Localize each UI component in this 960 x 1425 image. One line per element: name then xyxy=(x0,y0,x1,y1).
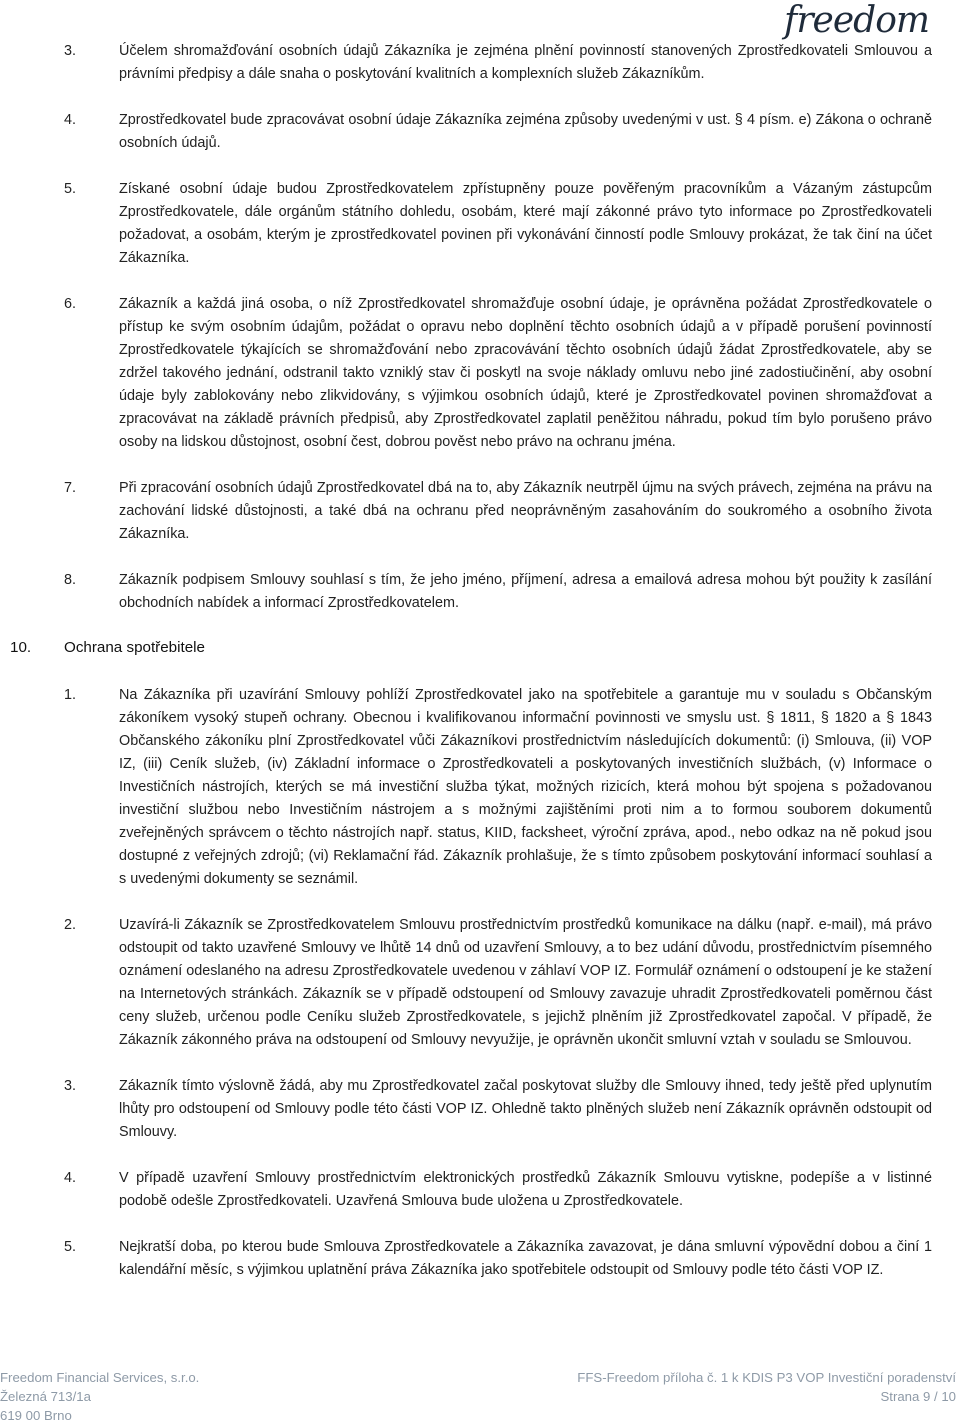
list-item xyxy=(0,109,960,155)
footer-address xyxy=(0,1368,199,1425)
list-item xyxy=(0,569,960,615)
item-text: Uzavírá-li Zákazník se Zprostředkovatelem Smlouvu prostřednictvím prostředků komunikace na dálku (např. e-mail), má právo odstoupit od takto uzavřené Smlouvy ve lhůtě 14 dnů od uzavření Smlouvy, a to bez udání důvodu, prostřednictvím písemného oznámení odeslaného na adresu Zprostředkovatele uvedenou v záhlaví VOP IZ. Formulář oznámení o odstoupení je ke stažení na Internetových stránkách. Zákazník se v případě odstoupení od Smlouvy zavazuje uhradit Zprostředkovateli poměrnou část ceny služeb, určenou podle Ceníku služeb Zprostředkovatele, s jejichž plněním již Zprostředkovatel započal. V případě, že Zákazník zákonného práva na odstoupení od Smlouvy nevyužije, je oprávněn ukončit smluvní vztah v souladu se Smlouvou. xyxy=(119,917,932,1048)
section-number: 10. xyxy=(10,639,32,656)
list-item xyxy=(0,1167,960,1213)
item-number: 5. xyxy=(64,181,77,197)
item-number: 6. xyxy=(64,296,77,312)
section-heading xyxy=(0,636,960,659)
item-text: Nejkratší doba, po kterou bude Smlouva Zprostředkovatele a Zákazníka zavazovat, je dána smluvní výpovědní dobou a činí 1 kalendářní měsíc, s výjimkou uplatnění práva Zákazníka jako spotřebitele odstoupit od Smlouvy podle této části VOP IZ. xyxy=(119,1239,932,1278)
item-number: 4. xyxy=(64,1170,77,1186)
list-item xyxy=(0,293,960,454)
item-text: V případě uzavření Smlouvy prostřednictvím elektronických prostředků Zákazník Smlouvu vytiskne, podepíše a v listinné podobě odešle Zprostředkovateli. Uzavřená Smlouva bude uložena u Zprostředkovatele. xyxy=(119,1170,932,1209)
item-number: 3. xyxy=(64,43,77,59)
item-number: 2. xyxy=(64,917,77,933)
page-number: Strana 9 / 10 xyxy=(880,1389,956,1404)
item-number: 4. xyxy=(64,112,77,128)
list-item xyxy=(0,477,960,546)
item-number: 8. xyxy=(64,572,77,588)
list-item xyxy=(0,1236,960,1282)
list-item xyxy=(0,178,960,270)
footer-company: Freedom Financial Services, s.r.o. xyxy=(0,1370,200,1385)
item-text: Zákazník a každá jiná osoba, o níž Zprostředkovatel shromažďuje osobní údaje, je oprávněna požádat Zprostředkovatele o přístup ke svým osobním údajům, požádat o opravu nebo doplnění těchto osobních údajů a v případě porušení povinností Zprostředkovatele týkajících se shromažďování nebo zpracovávání těchto osobních údajů žádat Zprostředkovatele, aby se zdržel takového jednání, odstranil takto vzniklý stav či poskytl na svoje náklady omluvu nebo jiné zadostiučinění, aby osobní údaje byly zablokovány nebo zlikvidovány, s výjimkou osobních údajů, které je Zprostředkovatel povinen shromažďovat a zpracovávat na základě právních předpisů, aby Zprostředkovatel zaplatil peněžitou náhradu, pokud tím bylo porušeno právo osoby na lidskou důstojnost, osobní čest, dobrou pověst nebo právo na ochranu jména. xyxy=(119,296,932,450)
item-text: Zákazník tímto výslovně žádá, aby mu Zprostředkovatel začal poskytovat služby dle Smlouvy ihned, tedy ještě před uplynutím lhůty pro odstoupení od Smlouvy podle této části VOP IZ. Ohledně takto plněných služeb není Zákazník oprávněn odstoupit od Smlouvy. xyxy=(119,1078,932,1140)
item-number: 5. xyxy=(64,1239,77,1255)
freedom-logo xyxy=(780,2,950,42)
item-text: Při zpracování osobních údajů Zprostředkovatel dbá na to, aby Zákazník neutrpěl újmu na svých právech, zejména na právu na zachování lidské důstojnosti, a také dbá na ochranu před neoprávněným zasahováním do soukromého a osobního života Zákazníka. xyxy=(119,480,932,542)
list-item xyxy=(0,914,960,1052)
footer-doc-ref: FFS-Freedom příloha č. 1 k KDIS P3 VOP Investiční poradenství xyxy=(577,1370,956,1385)
list-item xyxy=(0,1075,960,1144)
item-text: Účelem shromažďování osobních údajů Zákazníka je zejména plnění povinností stanovených Zprostředkovateli Smlouvou a právními předpisy a dále snaha o poskytování kvalitních a komplexních služeb Zákazníkům. xyxy=(119,43,932,82)
footer-street: Železná 713/1a xyxy=(0,1389,91,1404)
item-text: Na Zákazníka při uzavírání Smlouvy pohlíží Zprostředkovatel jako na spotřebitele a garantuje mu v souladu s Občanským zákoníkem vysoký stupeň ochrany. Obecnou i kvalifikovanou informační povinnosti ve smyslu ust. § 1811, § 1820 a § 1843 Občanského zákoníku plní Zprostředkovatel vůči Zákazníkovi prostřednictvím následujících dokumentů: (i) Smlouva, (ii) VOP IZ, (iii) Ceník služeb, (iv) Základní informace o Zprostředkovateli a poskytovaných investičních službách, (v) Informace o Investičních nástrojích, kterých se má investiční služba týkat, možných rizicích, která mohou být spojena s požadovanou investiční službou nebo Investičním nástrojem a s možnými zajištěními proti nim a to formou souborem dokumentů zveřejněných správcem o těchto nástrojích např. status, KIID, facksheet, výroční zpráva, apod., nebo odkaz na ně pokud jsou dostupné z veřejných zdrojů; (vi) Reklamační řád. Zákazník prohlašuje, že s tímto způsobem poskytování informací souhlasí a s uvedenými dokumenty se seznámil. xyxy=(119,687,932,887)
footer-city: 619 00 Brno xyxy=(0,1408,72,1423)
list-item xyxy=(0,40,960,86)
item-text: Získané osobní údaje budou Zprostředkovatelem zpřístupněny pouze pověřeným pracovníkům a Vázaným zástupcům Zprostředkovatele, dále orgánům státního dohledu, osobám, které mají zákonné právo tyto informace po Zprostředkovateli požadovat, a osobám, kterým je zprostředkovatel povinen při vykonávání činností podle Smlouvy prokázat, že tak činí na účet Zákazníka. xyxy=(119,181,932,266)
document-body xyxy=(0,40,960,1305)
logo-wordmark: freedom xyxy=(784,2,929,41)
item-number: 3. xyxy=(64,1078,77,1094)
list-item xyxy=(0,684,960,891)
item-text: Zákazník podpisem Smlouvy souhlasí s tím, že jeho jméno, příjmení, adresa a emailová adresa mohou být použity k zasílání obchodních nabídek a informací Zprostředkovatelem. xyxy=(119,572,932,611)
section-title: Ochrana spotřebitele xyxy=(64,639,205,656)
item-text: Zprostředkovatel bude zpracovávat osobní údaje Zákazníka zejména způsoby uvedenými v ust. § 4 písm. e) Zákona o ochraně osobních údajů. xyxy=(119,112,932,151)
item-number: 7. xyxy=(64,480,77,496)
item-number: 1. xyxy=(64,687,77,703)
footer-doc-info xyxy=(577,1368,956,1406)
